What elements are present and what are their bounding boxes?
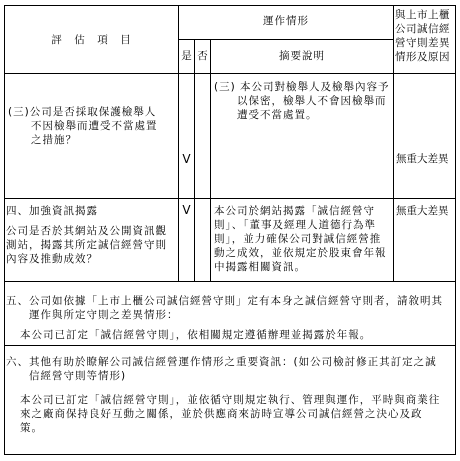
section-divider: [4, 345, 456, 346]
section5-title: 五、公司如依據「上市上櫃公司誠信經營守則」定有本身之誠信經營守則者，請敘明其 運作與所定守則之差異情形：: [6, 295, 443, 321]
col-divider-yesno: [194, 39, 195, 281]
table-end-line: [4, 281, 456, 282]
section5-body: 本公司已訂定「誠信經營守則」，依相關規定遵循辦理並揭露於年報。: [20, 329, 372, 341]
header-item-label: 評 估 項 目: [51, 34, 132, 46]
row1-item: (三)公司是否採取保護檢舉人 不因檢舉而遭受不當處置 之措施？: [8, 106, 158, 146]
table-border-bottom: [4, 454, 456, 455]
header-operation-label: 運作情形: [263, 15, 309, 27]
row2-item-title: 四、加強資訊揭露: [6, 205, 98, 217]
row2-diff: 無重大差異: [396, 205, 449, 217]
header-yes-label: 是: [181, 50, 192, 62]
operation-subheader-line: [178, 39, 393, 40]
col-divider-item: [178, 5, 179, 281]
table-border-top: [4, 5, 456, 6]
section6-body: 本公司已訂定「誠信經營守則」，並依循守則規定執行、管理與運作，平時與商業往 來之廠商保持良好互動之關係，並於供應商來訪時宣導公司誠信經營之決心及政 策。: [20, 394, 441, 434]
header-summary-label: 摘要說明: [279, 50, 325, 62]
header-diff-label: 與上市上櫃 公司誠信經 營守則差異 情形及原因: [395, 9, 450, 63]
row1-diff: 無重大差異: [396, 153, 449, 165]
header-no-label: 否: [197, 50, 208, 62]
row1-summary: (三) 本公司對檢舉人及檢舉內容予 以保密，檢舉人不會因檢舉而 遭受不當處置。: [214, 81, 390, 121]
col-divider-summary: [210, 39, 211, 281]
row2-item: 公司是否於其網站及公開資訊觀 測站，揭露其所定誠信經營守則 內容及推動成效？: [6, 225, 167, 265]
row2-yes-mark: V: [182, 203, 191, 217]
row2-summary: 本公司於網站揭露「誠信經營守 則」、「董事及經理人道德行為準 則」，並力確保公司對誠信經營推 動之成效，並依規定於股東會年報 中揭露相關資訊。: [214, 205, 387, 273]
header-bottom-line: [4, 73, 456, 74]
row1-yes-mark: V: [182, 152, 191, 166]
section6-title: 六、其他有助於瞭解公司誠信經營運作情形之重要資訊：(如公司檢討修正其訂定之誠 信經營守則等情形): [6, 356, 437, 382]
row-divider-1: [4, 198, 456, 199]
